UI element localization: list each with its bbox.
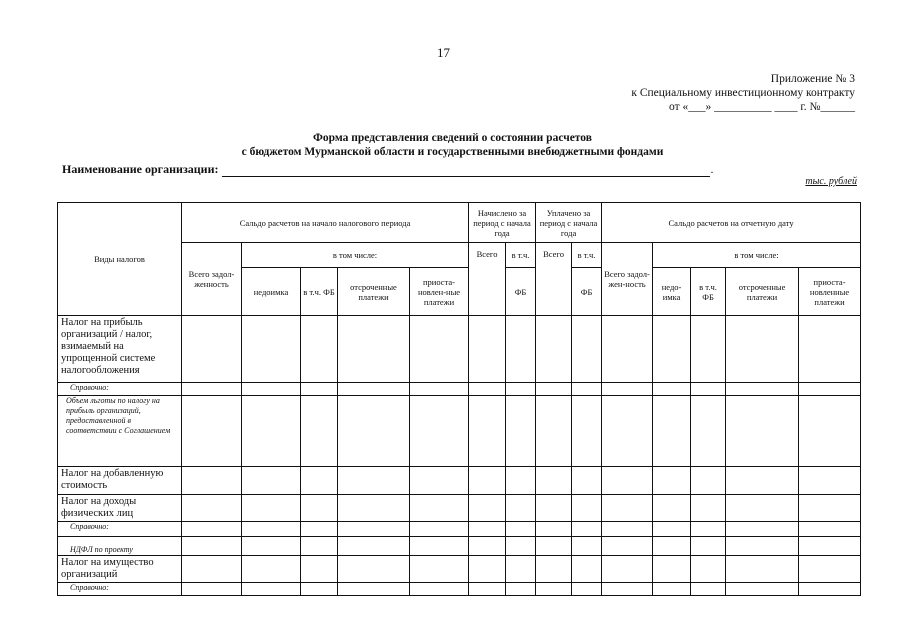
table-cell[interactable] (410, 396, 469, 467)
table-cell[interactable] (182, 383, 242, 396)
header-suspended-close: приоста-новленные платежи (799, 268, 861, 316)
header-deferred-open: отсроченные платежи (338, 268, 410, 316)
table-cell[interactable] (726, 467, 799, 495)
table-cell[interactable] (653, 495, 691, 522)
header-paid-fb: ФБ (572, 268, 602, 316)
table-cell[interactable] (536, 316, 572, 383)
table-cell[interactable] (602, 583, 653, 596)
header-including-open: в том числе: (242, 243, 469, 268)
table-cell[interactable] (602, 396, 653, 467)
table-cell[interactable] (572, 495, 602, 522)
table-cell[interactable] (726, 537, 799, 556)
table-cell[interactable] (691, 495, 726, 522)
header-total-debt-open: Всего задол-женность (182, 243, 242, 316)
header-deferred-close: отсроченные платежи (726, 268, 799, 316)
table-cell[interactable] (242, 383, 301, 396)
table-cell[interactable] (572, 383, 602, 396)
table-cell[interactable] (653, 522, 691, 537)
header-paid: Уплачено за период с начала года (536, 203, 602, 243)
table-cell[interactable] (182, 396, 242, 467)
row-label-vat: Налог на добавленную стоимость (58, 467, 182, 495)
table-row (58, 583, 861, 596)
table-row (58, 316, 861, 383)
table-cell[interactable] (726, 583, 799, 596)
table-row (58, 522, 861, 537)
table-cell[interactable] (653, 467, 691, 495)
table-cell[interactable] (572, 396, 602, 467)
table-cell[interactable] (602, 522, 653, 537)
table-cell[interactable] (506, 383, 536, 396)
appendix-date-number: от «___» __________ ____ г. №______ (668, 101, 855, 113)
table-cell[interactable] (301, 495, 338, 522)
table-row (58, 467, 861, 495)
table-cell[interactable] (242, 396, 301, 467)
table-cell[interactable] (506, 522, 536, 537)
table-cell[interactable] (242, 583, 301, 596)
table-cell[interactable] (242, 467, 301, 495)
table-cell[interactable] (242, 522, 301, 537)
table-cell[interactable] (410, 467, 469, 495)
table-cell[interactable] (506, 583, 536, 596)
header-fb-open: в т.ч. ФБ (301, 268, 338, 316)
table-cell[interactable] (242, 316, 301, 383)
table-cell[interactable] (691, 583, 726, 596)
header-including-close: в том числе: (653, 243, 861, 268)
table-cell[interactable] (653, 316, 691, 383)
header-suspended-open: приоста-новлен-ные платежи (410, 268, 469, 316)
table-cell[interactable] (602, 467, 653, 495)
header-paid-in-that: в т.ч. (572, 243, 602, 268)
table-cell[interactable] (536, 467, 572, 495)
header-accrued: Начислено за период с начала года (469, 203, 536, 243)
table-cell[interactable] (572, 583, 602, 596)
table-cell[interactable] (602, 537, 653, 556)
header-accrued-total: Всего (469, 243, 506, 316)
table-cell[interactable] (469, 556, 506, 583)
table-cell[interactable] (182, 316, 242, 383)
table-cell[interactable] (536, 583, 572, 596)
appendix-contract: к Специальному инвестиционному контракту (631, 87, 855, 99)
row-label-benefit-volume: Объем льготы по налогу на прибыль организаций, предоставленной в соответствии с Соглашением (58, 396, 182, 467)
table-cell[interactable] (301, 396, 338, 467)
table-cell[interactable] (653, 583, 691, 596)
table-cell[interactable] (301, 316, 338, 383)
table-cell[interactable] (338, 383, 410, 396)
units-label: тыс. рублей (805, 176, 857, 187)
table-cell[interactable] (469, 537, 506, 556)
table-cell[interactable] (572, 537, 602, 556)
table-cell[interactable] (799, 316, 861, 383)
table-cell[interactable] (726, 316, 799, 383)
table-cell[interactable] (799, 396, 861, 467)
table-cell[interactable] (572, 556, 602, 583)
table-cell[interactable] (410, 556, 469, 583)
header-closing-balance: Сальдо расчетов на отчетную дату (602, 203, 861, 243)
table-cell[interactable] (536, 556, 572, 583)
table-cell[interactable] (301, 467, 338, 495)
table-cell[interactable] (469, 522, 506, 537)
table-cell[interactable] (410, 383, 469, 396)
table-cell[interactable] (726, 556, 799, 583)
header-opening-balance: Сальдо расчетов на начало налогового периода (182, 203, 469, 243)
table-cell[interactable] (410, 537, 469, 556)
table-cell[interactable] (469, 467, 506, 495)
table-cell[interactable] (182, 522, 242, 537)
table-cell[interactable] (242, 537, 301, 556)
header-paid-total: Всего (536, 243, 572, 316)
table-cell[interactable] (536, 495, 572, 522)
table-cell[interactable] (469, 396, 506, 467)
table-cell[interactable] (506, 467, 536, 495)
table-cell[interactable] (572, 467, 602, 495)
table-cell[interactable] (301, 537, 338, 556)
table-cell[interactable] (691, 467, 726, 495)
table-cell[interactable] (410, 583, 469, 596)
table-cell[interactable] (410, 316, 469, 383)
appendix-number: Приложение № 3 (770, 73, 855, 85)
table-cell[interactable] (338, 537, 410, 556)
table-cell[interactable] (410, 522, 469, 537)
table-cell[interactable] (301, 383, 338, 396)
table-cell[interactable] (536, 383, 572, 396)
row-label-personal-income-tax: Налог на доходы физических лиц (58, 495, 182, 522)
header-fb-close: в т.ч. ФБ (691, 268, 726, 316)
organization-line (62, 162, 714, 177)
table-cell[interactable] (506, 316, 536, 383)
table-cell[interactable] (799, 537, 861, 556)
table-cell[interactable] (301, 583, 338, 596)
table-cell[interactable] (799, 467, 861, 495)
table-cell[interactable] (726, 396, 799, 467)
form-title-line2: с бюджетом Мурманской области и государственными внебюджетными фондами (241, 146, 664, 158)
form-title-line1: Форма представления сведений о состоянии расчетов (313, 132, 592, 144)
table-cell[interactable] (653, 396, 691, 467)
table-cell[interactable] (653, 383, 691, 396)
table-cell[interactable] (506, 495, 536, 522)
table-cell[interactable] (602, 556, 653, 583)
table-cell[interactable] (338, 556, 410, 583)
tax-settlements-table (57, 202, 861, 596)
table-cell[interactable] (338, 495, 410, 522)
row-label-reference: Справочно: (58, 383, 182, 396)
table-cell[interactable] (536, 396, 572, 467)
table-cell[interactable] (572, 522, 602, 537)
table-cell[interactable] (726, 495, 799, 522)
table-cell[interactable] (691, 537, 726, 556)
header-arrears-close: недо-имка (653, 268, 691, 316)
header-total-debt-close: Всего задол-жен-ность (602, 243, 653, 316)
table-cell[interactable] (572, 316, 602, 383)
table-cell[interactable] (338, 316, 410, 383)
table-cell[interactable] (338, 396, 410, 467)
table-cell[interactable] (469, 383, 506, 396)
table-cell[interactable] (799, 495, 861, 522)
appendix-block (555, 72, 855, 114)
header-accrued-fb: ФБ (506, 268, 536, 316)
header-accrued-in-that: в т.ч. (506, 243, 536, 268)
table-row (58, 556, 861, 583)
row-label-property-tax: Налог на имущество организаций (58, 556, 182, 583)
table-cell[interactable] (242, 495, 301, 522)
table-cell[interactable] (799, 556, 861, 583)
table-cell[interactable] (653, 556, 691, 583)
row-label-profit-tax: Налог на прибыль организаций / налог, взимаемый на упрощенной системе налогообложения (58, 316, 182, 383)
table-cell[interactable] (182, 537, 242, 556)
table-cell[interactable] (410, 495, 469, 522)
organization-name-field[interactable] (222, 164, 710, 177)
organization-label: Наименование организации: (62, 162, 219, 176)
table-cell[interactable] (691, 556, 726, 583)
table-row (58, 383, 861, 396)
table-cell[interactable] (602, 495, 653, 522)
table-cell[interactable] (182, 495, 242, 522)
table-cell[interactable] (691, 383, 726, 396)
table-cell[interactable] (182, 583, 242, 596)
header-tax-types: Виды налогов (58, 203, 182, 316)
table-cell[interactable] (726, 522, 799, 537)
table-cell[interactable] (602, 383, 653, 396)
row-label-reference: Справочно: (58, 583, 182, 596)
table-cell[interactable] (506, 556, 536, 583)
table-cell[interactable] (691, 522, 726, 537)
table-row (58, 396, 861, 467)
table-row (58, 537, 861, 556)
table-cell[interactable] (726, 383, 799, 396)
table-cell[interactable] (799, 522, 861, 537)
table-cell[interactable] (182, 556, 242, 583)
table-cell[interactable] (536, 522, 572, 537)
table-cell[interactable] (301, 522, 338, 537)
table-cell[interactable] (469, 495, 506, 522)
row-label-ndfl-project: НДФЛ по проекту (58, 537, 182, 556)
table-cell[interactable] (506, 537, 536, 556)
table-cell[interactable] (653, 537, 691, 556)
table-cell[interactable] (469, 583, 506, 596)
table-cell[interactable] (242, 556, 301, 583)
table-cell[interactable] (506, 396, 536, 467)
table-cell[interactable] (536, 537, 572, 556)
organization-trail: . (710, 162, 714, 176)
table-row (58, 495, 861, 522)
header-arrears-open: недоимка (242, 268, 301, 316)
table-cell[interactable] (799, 383, 861, 396)
table-cell[interactable] (691, 316, 726, 383)
table-cell[interactable] (301, 556, 338, 583)
row-label-reference: Справочно: (58, 522, 182, 537)
page-number: 17 (437, 45, 450, 60)
table-cell[interactable] (338, 583, 410, 596)
table-cell[interactable] (799, 583, 861, 596)
table-cell[interactable] (338, 467, 410, 495)
table-cell[interactable] (182, 467, 242, 495)
form-title (0, 131, 905, 159)
table-cell[interactable] (338, 522, 410, 537)
table-cell[interactable] (691, 396, 726, 467)
table-cell[interactable] (469, 316, 506, 383)
table-cell[interactable] (602, 316, 653, 383)
